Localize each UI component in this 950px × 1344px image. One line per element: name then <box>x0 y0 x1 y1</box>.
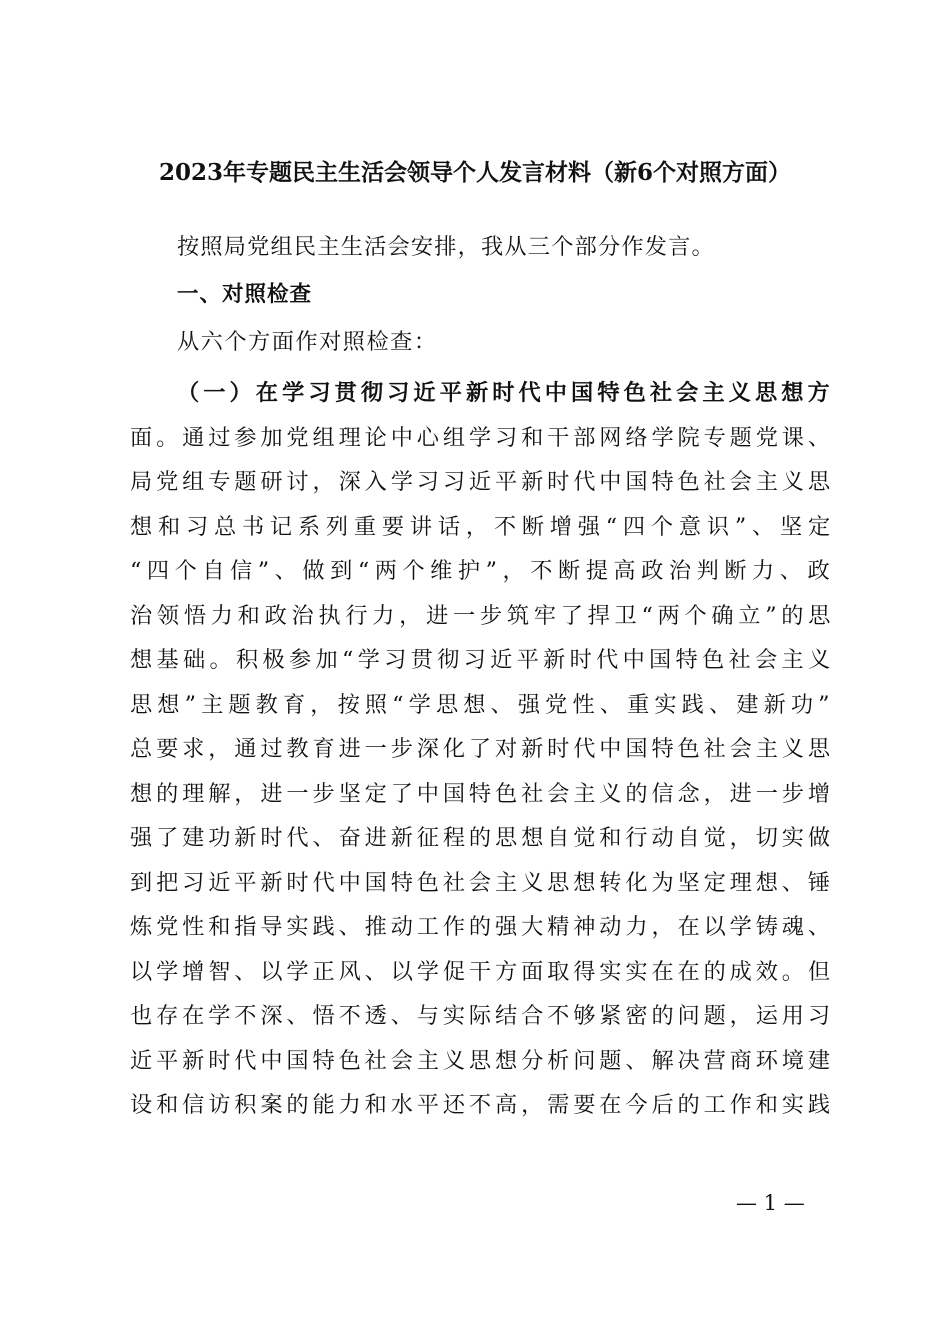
paragraph-line: 想基础。积极参加“学习贯彻习近平新时代中国特色社会主义 <box>130 647 835 673</box>
paragraph-line: “四个自信”、做到“两个维护”，不断提高政治判断力、政 <box>130 558 836 584</box>
paragraph-line: 也存在学不深、悟不透、与实际结合不够紧密的问题，运用习 <box>130 1003 834 1029</box>
document-title: 2023年专题民主生活会领导个人发言材料（新6个对照方面） <box>158 159 792 186</box>
paragraph-line: 以学增智、以学正风、以学促干方面取得实实在在的成效。但 <box>130 958 834 985</box>
paragraph-line: 设和信访积案的能力和水平还不高，需要在今后的工作和实践 <box>130 1092 834 1118</box>
intro-paragraph: 按照局党组民主生活会安排，我从三个部分作发言。 <box>177 234 715 260</box>
paragraph-line: 强了建功新时代、奋进新征程的思想自觉和行动自觉，切实做 <box>130 825 834 851</box>
paragraph-line: 想和习总书记系列重要讲话，不断增强“四个意识”、坚定 <box>130 513 836 540</box>
paragraph-line: 面。通过参加党组理论中心组学习和干部网络学院专题党课、 <box>130 424 834 451</box>
paragraph-lead: （一）在学习贯彻习近平新时代中国特色社会主义思想方 <box>177 380 834 406</box>
body-paragraph <box>130 371 836 1128</box>
paragraph-line: 到把习近平新时代中国特色社会主义思想转化为坚定理想、锤 <box>130 869 834 896</box>
paragraph-line: 近平新时代中国特色社会主义思想分析问题、解决营商环境建 <box>130 1047 834 1074</box>
section-heading: 一、对照检查 <box>177 282 313 307</box>
paragraph-line: 思想”主题教育，按照“学思想、强党性、重实践、建新功” <box>130 691 835 718</box>
paragraph-line: 局党组专题研讨，深入学习习近平新时代中国特色社会主义思 <box>130 469 834 495</box>
paragraph-line: 总要求，通过教育进一步深化了对新时代中国特色社会主义思 <box>130 736 834 762</box>
page-number: — 1 — <box>736 1191 805 1215</box>
paragraph-line: 炼党性和指导实践、推动工作的强大精神动力，在以学铸魂、 <box>130 914 834 940</box>
section-subheading: 从六个方面作对照检查： <box>177 329 438 355</box>
paragraph-line: 治领悟力和政治执行力，进一步筑牢了捍卫“两个确立”的思 <box>130 602 836 629</box>
paragraph-line: 想的理解，进一步坚定了中国特色社会主义的信念，进一步增 <box>130 780 834 807</box>
